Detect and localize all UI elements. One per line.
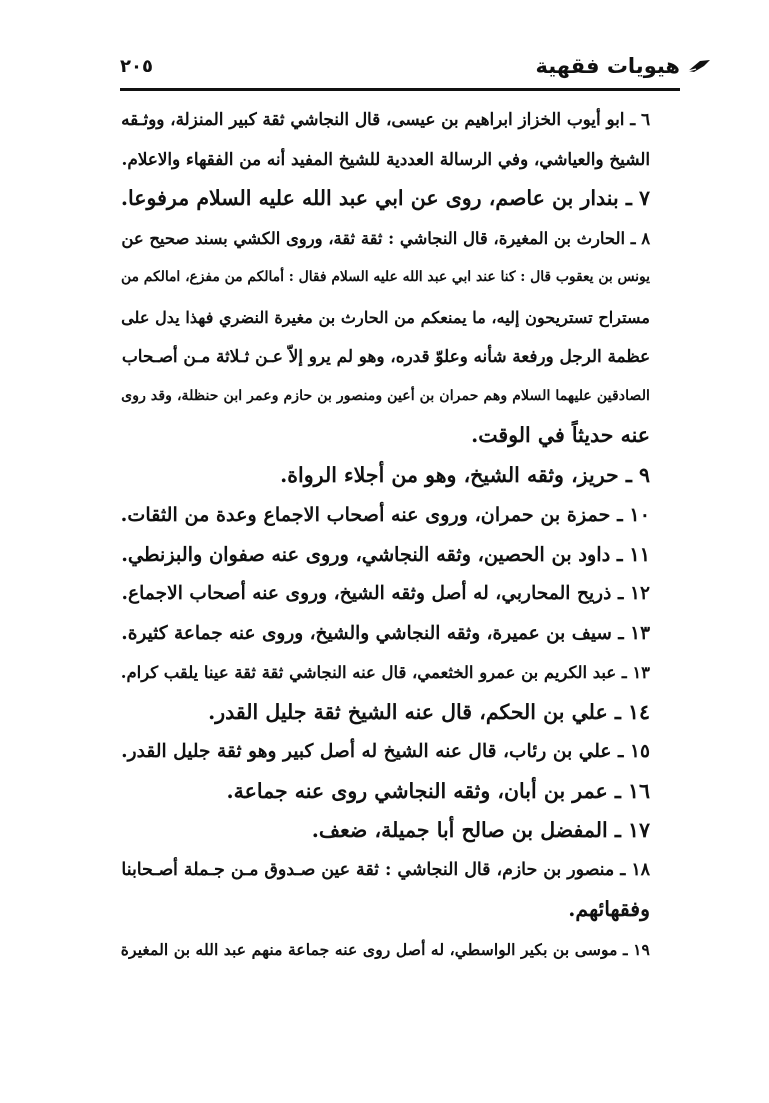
text-line: وفقهائهم.	[568, 897, 650, 921]
text-line: الشيخ والعياشي، وفي الرسالة العددية للشيخ المفيد أنه من الفقهاء والاعلام.	[121, 148, 650, 169]
text-line: ٩ ـ حريز، وثقه الشيخ، وهو من أجلاء الرواة.	[280, 462, 650, 487]
header-title: هيويات فقهية	[535, 54, 680, 78]
text-line: الصادقين عليهما السلام وهم حمران بن أعين ومنصور بن حازم وعمر ابن حنظلة، وقد روى	[121, 387, 650, 404]
text-line: يونس بن يعقوب قال : كنا عند ابي عبد الله عليه السلام فقال : أمالكم من مفزع، امالكم من	[121, 269, 650, 285]
text-line: ١٣ ـ سيف بن عميرة، وثقه النجاشي والشيخ، وروى عنه جماعة كثيرة.	[121, 622, 650, 644]
paragraph-item-14	[110, 693, 690, 733]
text-line: ١١ ـ داود بن الحصين، وثقه النجاشي، وروى عنه صفوان والبزنطي.	[121, 542, 650, 566]
running-header	[120, 52, 680, 84]
paragraph-item-12	[110, 574, 690, 614]
paragraph-item-17	[110, 811, 690, 851]
paragraph-item-18	[110, 851, 690, 930]
paragraph-item-7	[110, 179, 690, 219]
text-line: ١٤ ـ علي بن الحكم، قال عنه الشيخ ثقة جليل القدر.	[208, 699, 650, 724]
paragraph-item-11	[110, 535, 690, 575]
text-line: ١٥ ـ علي بن رئاب، قال عنه الشيخ له أصل كبير وهو ثقة جليل القدر.	[121, 740, 650, 762]
pen-nib-icon	[686, 58, 712, 74]
paragraph-item-15	[110, 732, 690, 772]
text-line: ١٣ ـ عبد الكريم بن عمرو الخثعمي، قال عنه النجاشي ثقة ثقة عينا يلقب كرام.	[120, 663, 650, 682]
paragraph-item-8	[110, 219, 690, 456]
text-line: ٦ ـ ابو أيوب الخزاز ابراهيم بن عيسى، قال النجاشي ثقة كبير المنزلة، ووثـقه	[121, 109, 650, 129]
paragraph-item-6	[110, 100, 690, 179]
text-line: ٨ ـ الحارث بن المغيرة، قال النجاشي : ثقة ثقة، وروى الكشي بسند صحيح عن	[121, 228, 650, 248]
paragraph-item-13b	[110, 653, 690, 693]
paragraph-item-16	[110, 772, 690, 812]
paragraph-item-19	[110, 930, 690, 970]
page-body	[110, 100, 690, 969]
text-line: ١٩ ـ موسى بن بكير الواسطي، له أصل روى عنه جماعة منهم عبد الله بن المغيرة	[120, 939, 650, 959]
text-line: ١٦ ـ عمر بن أبان، وثقه النجاشي روى عنه جماعة.	[226, 778, 650, 803]
text-line: عظمة الرجل ورفعة شأنه وعلوّ قدره، وهو لم يرو إلاّ عـن ثـلاثة مـن أصـحاب	[121, 346, 650, 366]
text-line: ١٢ ـ ذريح المحاربي، له أصل وثقه الشيخ، وروى عنه أصحاب الاجماع.	[121, 582, 650, 604]
text-line: ١٧ ـ المفضل بن صالح أبا جميلة، ضعف.	[311, 818, 650, 842]
text-line: ٧ ـ بندار بن عاصم، روى عن ابي عبد الله عليه السلام مرفوعا.	[120, 186, 650, 210]
text-line: عنه حديثاً في الوقت.	[471, 423, 650, 447]
paragraph-item-9	[110, 456, 690, 496]
paragraph-item-10	[110, 495, 690, 535]
header-divider	[120, 88, 680, 91]
paragraph-item-13a	[110, 614, 690, 654]
text-line: ١٠ ـ حمزة بن حمران، وروى عنه أصحاب الاجماع وعدة من الثقات.	[120, 503, 650, 526]
text-line: مستراح تستريحون إليه، ما يمنعكم من الحارث بن مغيرة النضري فهذا يدل على	[121, 307, 650, 327]
text-line: ١٨ ـ منصور بن حازم، قال النجاشي : ثقة عين صـدوق مـن جـملة أصـحابنا	[121, 859, 650, 880]
page-number: ٢٠٥	[120, 56, 153, 77]
